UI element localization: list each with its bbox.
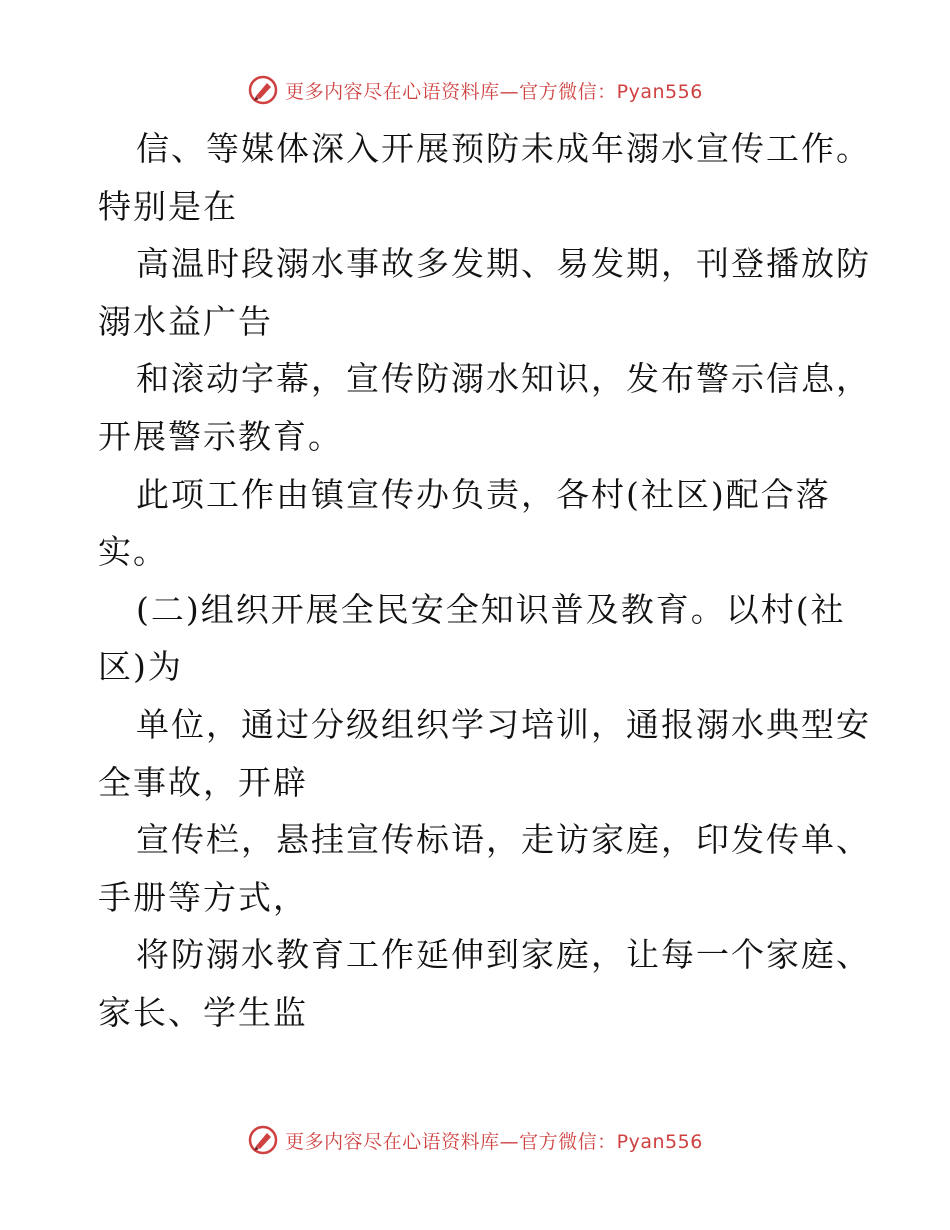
paragraph	[98, 350, 871, 465]
paragraph-line: 家长、学生监	[98, 992, 308, 1032]
paragraph-line: 信、等媒体深入开展预防未成年溺水宣传工作。	[136, 129, 871, 168]
paragraph-line: 将防溺水教育工作延伸到家庭，让每一个家庭、	[136, 935, 871, 975]
paragraph	[98, 926, 871, 1041]
paragraph	[98, 235, 871, 350]
watermark-text: 更多内容尽在心语资料库—官方微信：Pyan556	[285, 1130, 703, 1153]
paragraph-line: 此项工作由镇宣传办负责，各村(社区)配合落	[136, 474, 831, 514]
document-body	[98, 120, 871, 1042]
pen-logo-icon	[247, 1124, 279, 1156]
paragraph	[98, 120, 871, 235]
paragraph	[98, 696, 871, 811]
footer-watermark	[0, 1120, 950, 1160]
paragraph-line: 特别是在	[98, 186, 238, 226]
paragraph-line: 实。	[98, 532, 168, 572]
pen-logo-icon	[247, 74, 279, 106]
paragraph	[98, 811, 871, 926]
watermark-text: 更多内容尽在心语资料库—官方微信：Pyan556	[285, 80, 703, 103]
paragraph	[98, 466, 868, 581]
paragraph-line: (二)组织开展全民安全知识普及教育。以村(社	[136, 589, 846, 629]
paragraph-line: 和滚动字幕，宣传防溺水知识，发布警示信息，	[136, 359, 871, 399]
header-watermark	[0, 70, 950, 110]
paragraph	[98, 581, 868, 696]
paragraph-line: 宣传栏，悬挂宣传标语，走访家庭，印发传单、	[136, 820, 871, 860]
paragraph-line: 单位，通过分级组织学习培训，通报溺水典型安	[136, 704, 871, 744]
paragraph-line: 全事故，开辟	[98, 762, 308, 802]
paragraph-line: 高温时段溺水事故多发期、易发期，刊登播放防	[136, 244, 871, 284]
paragraph-line: 手册等方式，	[98, 877, 308, 917]
paragraph-line: 溺水益广告	[98, 301, 273, 341]
paragraph-line: 区)为	[98, 647, 183, 687]
paragraph-line: 开展警示教育。	[98, 416, 343, 456]
